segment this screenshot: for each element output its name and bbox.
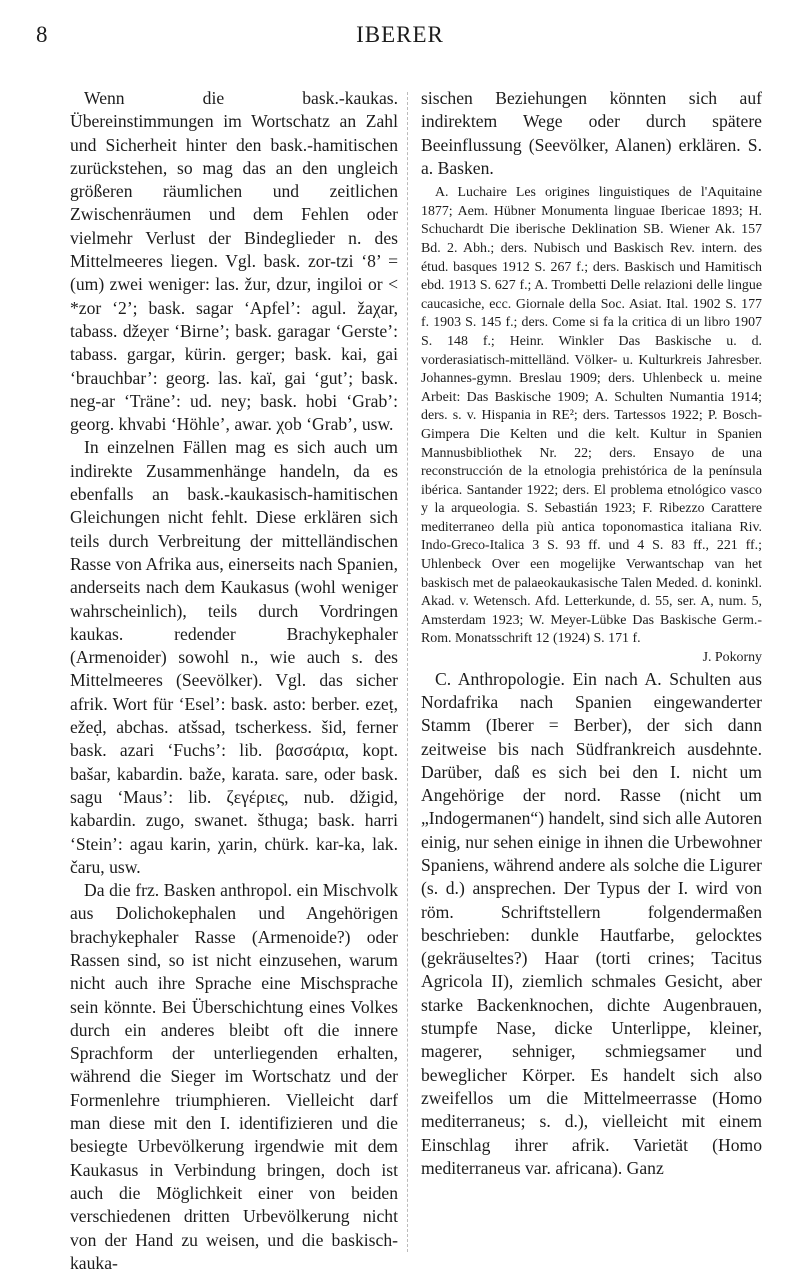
bibliography-author: J. Pokorny: [702, 650, 762, 666]
left-paragraph-3: Da die frz. Basken anthropol. ein Mischvolk aus Dolichokephalen und Angehörigen brachykephaler Rasse (Armenoide?) oder Rassen sind, so ist nicht einzusehen, warum nicht auch ihre Sprache eine Mischsprache sein könnte. Bei Überschichtung eines Volkes durch ein anderes bleibt oft die innere Sprachform der unterliegenden erhalten, während die Sieger im Wortschatz und der Formenlehre triumphieren. Vielleicht darf man diese mit den I. identifizieren und die besiegte Urbevölkerung irgendwie mit dem Kaukasus in Verbindung bringen, doch ist auch die Möglichkeit einer von beiden verschiedenen dritten Urbevölkerung nicht von der Hand zu weisen, und die baskisch-kauka-: [70, 880, 398, 1273]
left-paragraph-1: Wenn die bask.-kaukas. Übereinstimmungen im Wortschatz an Zahl und Sicherheit hinter den bask.-hamitischen zurückstehen, so mag das an den ungleich größeren räumlichen und zeitlichen Zwischenräumen und dem Fehlen oder vielmehr Verlust der Bindeglieder n. des Mittelmeeres liegen. Vgl. bask. zor-tzi ‘8’ = (um) zwei weniger: las. žur, dzur, ingiloi or < *zor ‘2’; bask. sagar ‘Apfel’: agul. žaχar, tabass. džeχer ‘Birne’; bask. garagar ‘Gerste’: tabass. gargar, kürin. gerger; bask. kai, gai ‘brauchbar’: georg. las. kaï, gai ‘gut’; bask. neg-ar ‘Träne’: ud. ney; bask. hobi ‘Grab’: georg. khvabi ‘Höhle’, awar. χob ‘Grab’, usw.: [70, 88, 398, 435]
right-column: [421, 87, 762, 1180]
running-title: IBERER: [356, 22, 444, 47]
right-paragraph-2: C. Anthropologie. Ein nach A. Schulten aus Nordafrika nach Spanien eingewanderter Stamm (Iberer = Berber), der sich dann zeitweise bis nach Südfrankreich ausdehnte. Darüber, daß es sich bei den I. nicht um Angehörige der nord. Rasse (nicht um „Indogermanen“) handelt, sind sich alle Autoren einig, nur sehen einige in ihnen die Urbewohner Spaniens, während andere als solche die Ligurer (s. d.) ansprechen. Der Typus der I. wird von röm. Schriftstellern folgendermaßen beschrieben: dunkle Hautfarbe, gelocktes (gekräuseltes?) Haar (torti crines; Tacitus Agricola II), ziemlich schmales Gesicht, aber starke Backenknochen, dichte Augenbrauen, stumpfe Nase, dicke Unterlippe, kleiner, magerer, sehniger, schmiegsamer und beweglicher Körper. Es handelt sich also zweifellos um die Mittelmeerrasse (Homo mediterraneus; s. d.), vielleicht mit einem Einschlag ihrer afrik. Varietät (Homo mediterraneus var. africana). Ganz: [421, 668, 763, 1178]
page-number: 8: [36, 22, 48, 47]
bibliography: A. Luchaire Les origines linguistiques de l'Aquitaine 1877; Aem. Hübner Monumenta linguae Ibericae 1893; H. Schuchardt Die iberische Deklination SB. Wiener Ak. 157 Bd. 2. Abh.; ders. Nubisch und Baskisch Rev. intern. des étud. basques 1912 S. 267 f.; ders. Baskisch und Hamitisch ebd. 1913 S. 627 f.; A. Trombetti Delle relazioni delle lingue caucasiche, ecc. Giornale della Soc. Asiat. Ital. 1902 S. 177 f. 1903 S. 145 f.; ders. Come si fa la critica di un libro 1907 S. 148 f.; Heinr. Winkler Das Baskische u. d. vorderasiatisch-mittelländ. Völker- u. Kulturkreis Jahresber. Johannes-gymn. Breslau 1909; ders. Uhlenbeck u. meine Arbeit: Das Baskische 1909; A. Schulten Numantia 1914; ders. s. v. Hispania in RE²; ders. Tartessos 1922; P. Bosch-Gimpera Die Kelten und die kelt. Kultur in Spanien Mannusbibliothek Nr. 22; ders. Ensayo de una reconstrucción de la etnologia prehistórica de la península ibérica. Santander 1922; ders. El problema etnológico vasco y la arqueologia. S. Sebastián 1923; F. Ribezzo Carattere mediterraneo della più antica toponomastica italiana Riv. Indo-Greco-Italica 3 S. 93 ff. und 4 S. 83 ff., 221 ff.; Uhlenbeck Over een mogelijke Verwantschap van het baskisch met de palaeokaukasische Talen Meded. d. koninkl. Akad. v. Wetensch. Afd. Letterkunde, d. 55, ser. A, num. 5, Amsterdam 1923; W. Meyer-Lübke Das Baskische Germ.-Rom. Monatsschrift 12 (1924) S. 171 f.: [421, 185, 762, 647]
column-divider: [407, 92, 408, 1252]
left-paragraph-2: In einzelnen Fällen mag es sich auch um indirekte Zusammenhänge handeln, da es ebenfalls an bask.-kaukasisch-hamitischen Gleichungen nicht fehlt. Diese erklären sich teils durch Verbreitung der mittelländischen Rasse von Afrika aus, einerseits nach Spanien, anderseits nach dem Kaukasus (wohl weniger wahrscheinlich), teils durch Vordringen kaukas. redender Brachykephaler (Armenoider) sowohl n., wie auch s. des Mittelmeeres (Seevölker). Vgl. das sicher afrik. Wort für ‘Esel’: bask. asto: berber. ezeṭ, ežeḍ, abchas. atšsad, tscherkess. šid, ferner bask. azari ‘Fuchs’: lib. βασσάρια, kopt. bašar, kabardin. baže, karata. sare, oder bask. sagu ‘Maus’: lib. ζεγέριες, nub. džigid, kabardin. zugo, swanet. šthuga; bask. harri ‘Stein’: agau karin, χarin, chürk. kar-ka, lak. čaru, usw.: [70, 437, 398, 877]
left-column: [70, 87, 398, 1275]
right-paragraph-1: sischen Beziehungen könnten sich auf indirektem Wege oder durch spätere Beeinflussung (Seevölker, Alanen) erklären. S. a. Basken.: [421, 88, 762, 178]
